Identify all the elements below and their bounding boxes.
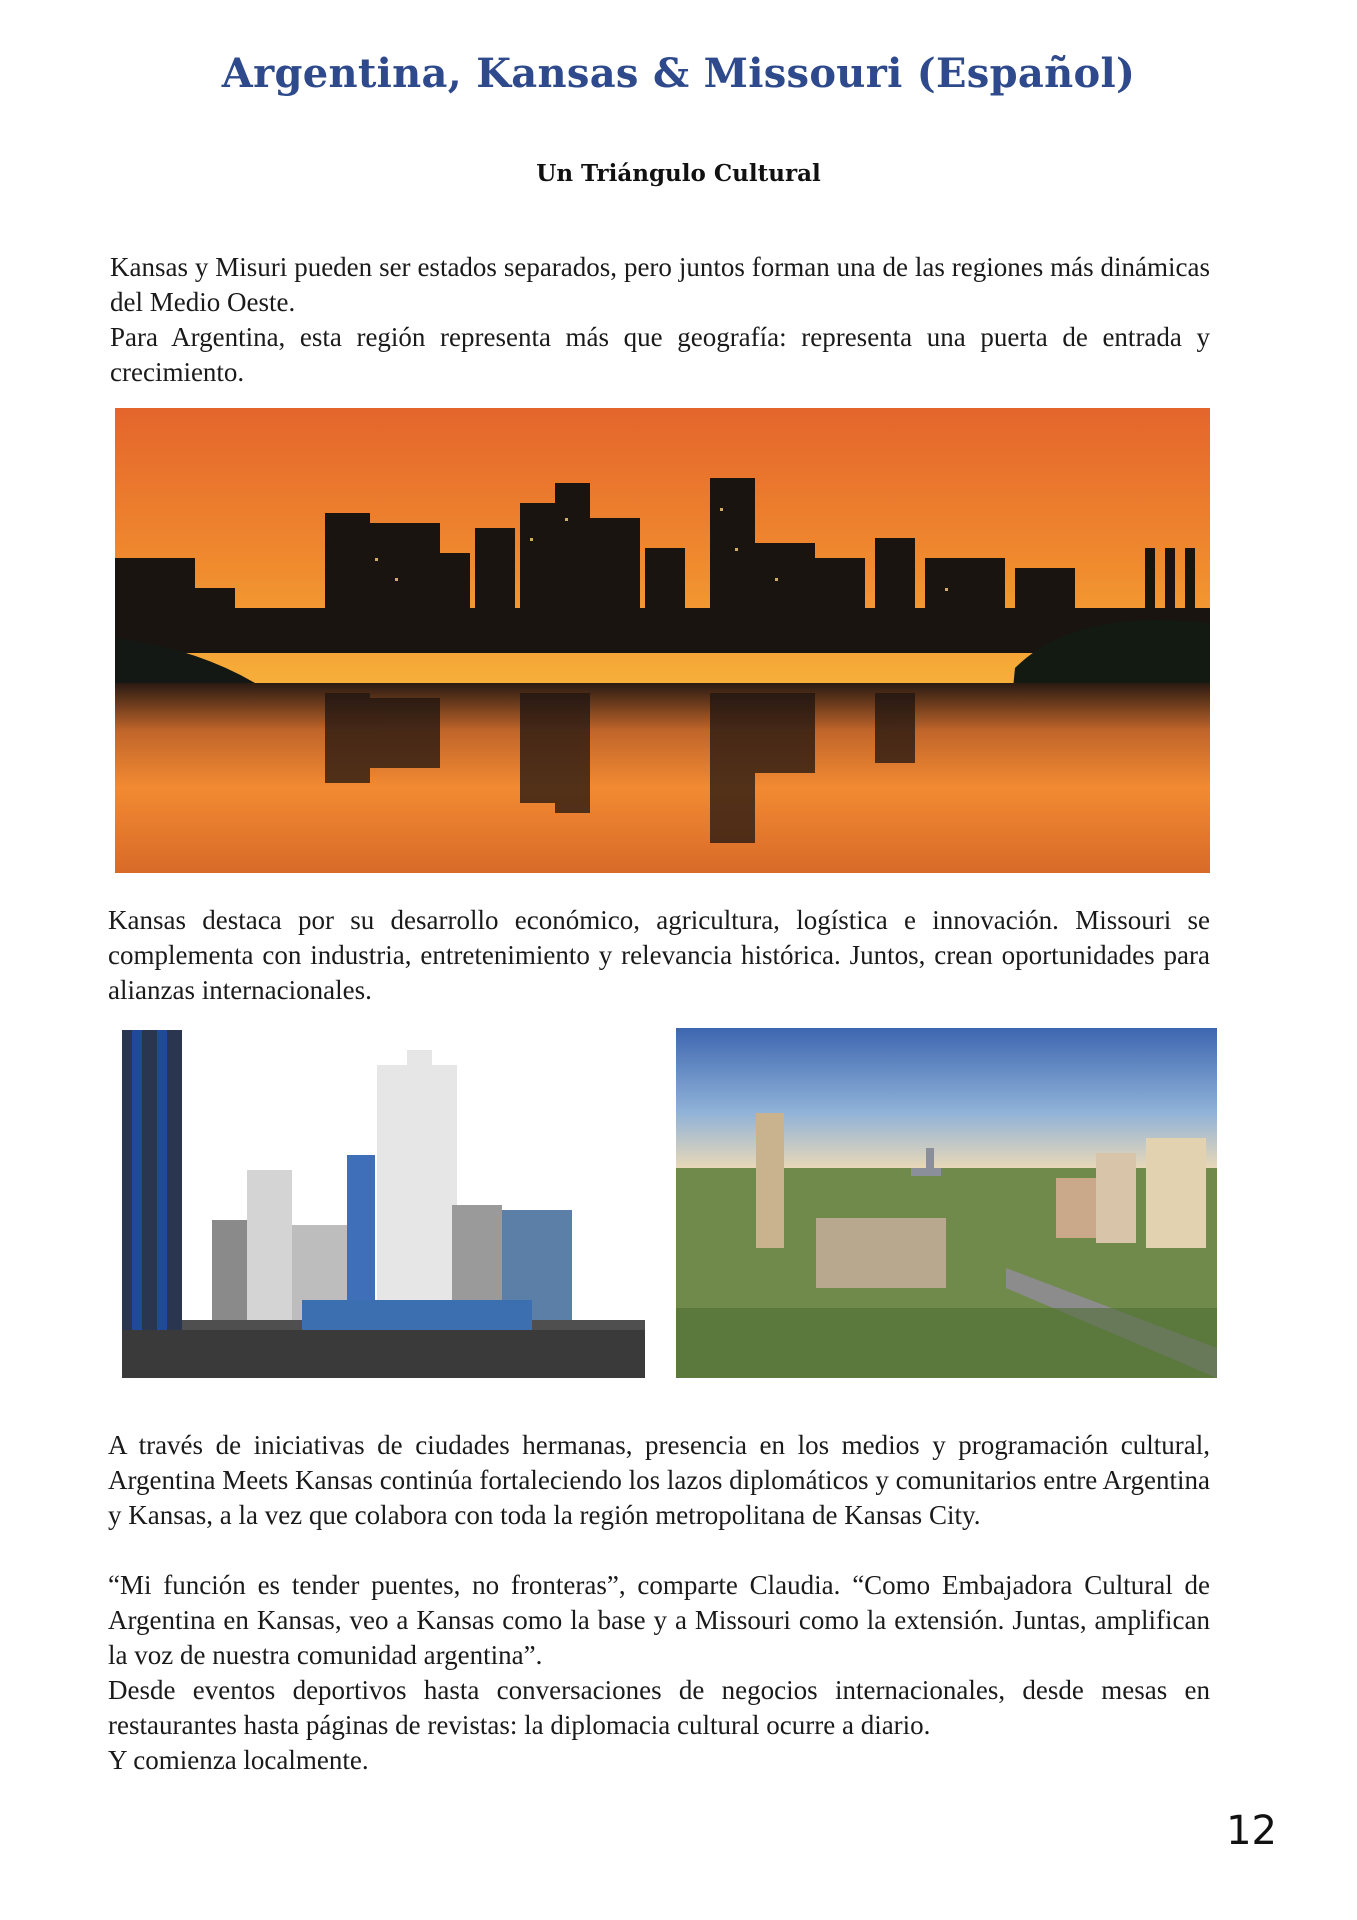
closing-text-2: “Mi función es tender puentes, no fronteras”, comparte Claudia. “Como Embajadora Cultural de Argentina en Kansas, veo a Kansas como la base y a Missouri como la extensión. Juntas, amplifican la voz de nuestra comunidad argentina”.	[108, 1570, 1210, 1670]
section-subtitle: Un Triángulo Cultural	[536, 160, 821, 187]
closing-text-4: Y comienza localmente.	[108, 1745, 369, 1775]
middle-text-1: Kansas destaca por su desarrollo económico, agricultura, logística e innovación. Missouri se complementa con industria, entretenimiento y relevancia histórica. Juntos, crean oportunidades para alianzas internacionales.	[108, 905, 1210, 1005]
kansas-city-skyline-sunset-photo	[115, 408, 1210, 873]
intro-text-1: Kansas y Misuri pueden ser estados separados, pero juntos forman una de las regiones más dinámicas del Medio Oeste.	[110, 252, 1210, 317]
paragraph-spacer	[108, 1533, 1210, 1568]
intro-text-2: Para Argentina, esta región representa más que geografía: representa una puerta de entrada y crecimiento.	[110, 322, 1210, 387]
closing-paragraph	[108, 1428, 1210, 1778]
middle-paragraph	[108, 903, 1210, 1008]
intro-paragraph	[110, 250, 1210, 390]
kansas-city-aerial-color-photo	[676, 1028, 1217, 1378]
closing-text-3: Desde eventos deportivos hasta conversaciones de negocios internacionales, desde mesas en restaurantes hasta páginas de revistas: la diplomacia cultural ocurre a diario.	[108, 1675, 1210, 1740]
kansas-city-buildings-bw-photo	[122, 1030, 645, 1378]
page-title: Argentina, Kansas & Missouri (Español)	[221, 50, 1136, 97]
closing-text-1: A través de iniciativas de ciudades hermanas, presencia en los medios y programación cultural, Argentina Meets Kansas continúa fortaleciendo los lazos diplomáticos y comunitarios entre Argentina y Kansas, a la vez que colabora con toda la región metropolitana de Kansas City.	[108, 1430, 1210, 1530]
page-number: 12	[1226, 1808, 1277, 1854]
